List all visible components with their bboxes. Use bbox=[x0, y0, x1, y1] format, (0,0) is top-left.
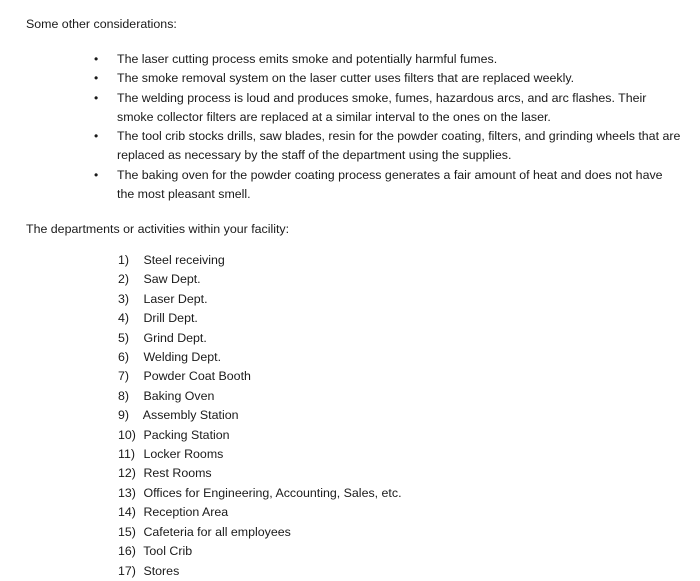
item-number: 6) bbox=[118, 350, 130, 365]
item-number: 14) bbox=[118, 505, 136, 520]
item-number: 17) bbox=[118, 563, 136, 578]
bullet-text: The tool crib stocks drills, saw blades, resin for the powder coating, filters, and grinding wheels that are replaced as necessary by the staff of the department using the supplies. bbox=[117, 129, 681, 163]
considerations-list bbox=[0, 50, 700, 204]
list-item bbox=[118, 348, 402, 367]
list-item bbox=[118, 309, 402, 328]
item-label: Tool Crib bbox=[143, 544, 193, 559]
item-label: Cafeteria for all employees bbox=[143, 524, 291, 539]
list-item bbox=[118, 367, 402, 386]
bullet-icon: • bbox=[94, 167, 99, 182]
list-item bbox=[118, 251, 402, 270]
item-label: Steel receiving bbox=[143, 253, 225, 267]
list-item bbox=[118, 484, 402, 503]
item-label: Packing Station bbox=[143, 427, 230, 442]
list-item bbox=[0, 127, 700, 166]
item-label: Saw Dept. bbox=[143, 272, 201, 287]
item-label: Reception Area bbox=[143, 505, 229, 520]
item-label: Assembly Station bbox=[142, 408, 239, 423]
bullet-text: The smoke removal system on the laser cutter uses filters that are replaced weekly. bbox=[117, 71, 575, 86]
item-label: Locker Rooms bbox=[143, 447, 224, 462]
bullet-icon: • bbox=[94, 71, 99, 86]
list-item bbox=[0, 69, 700, 88]
item-label: Welding Dept. bbox=[143, 350, 222, 365]
list-item bbox=[118, 503, 402, 522]
item-number: 16) bbox=[118, 544, 136, 559]
item-number: 4) bbox=[118, 311, 130, 326]
item-label: Laser Dept. bbox=[143, 291, 208, 306]
item-label: Stores bbox=[143, 563, 180, 578]
list-item bbox=[118, 270, 402, 289]
item-number: 12) bbox=[118, 466, 136, 481]
item-number: 3) bbox=[118, 291, 130, 306]
departments-heading: The departments or activities within your facility: bbox=[26, 222, 290, 236]
item-label: Offices for Engineering, Accounting, Sales, etc. bbox=[143, 485, 402, 500]
list-item bbox=[118, 523, 402, 542]
departments-list bbox=[118, 251, 402, 581]
item-label: Baking Oven bbox=[143, 388, 215, 403]
list-item bbox=[0, 166, 700, 205]
item-number: 10) bbox=[118, 427, 136, 442]
list-item bbox=[118, 464, 402, 483]
item-label: Powder Coat Booth bbox=[143, 369, 251, 384]
considerations-heading: Some other considerations: bbox=[26, 17, 177, 31]
list-item bbox=[118, 406, 402, 425]
bullet-text: The laser cutting process emits smoke and potentially harmful fumes. bbox=[117, 52, 498, 66]
item-number: 13) bbox=[118, 485, 136, 500]
bullet-text: The welding process is loud and produces smoke, fumes, hazardous arcs, and arc flashes. Their smoke collector filters are replaced at a similar interval to the ones on the laser. bbox=[117, 90, 647, 124]
bullet-icon: • bbox=[94, 52, 99, 66]
item-number: 8) bbox=[118, 388, 130, 403]
item-number: 11) bbox=[118, 447, 135, 462]
item-number: 15) bbox=[118, 524, 136, 539]
list-item bbox=[118, 329, 402, 348]
bullet-text: The baking oven for the powder coating process generates a fair amount of heat and does not have the most pleasant smell. bbox=[117, 167, 663, 202]
list-item bbox=[0, 50, 700, 69]
item-number: 1) bbox=[118, 253, 130, 267]
item-label: Drill Dept. bbox=[143, 311, 198, 326]
bullet-icon: • bbox=[94, 129, 99, 144]
list-item bbox=[118, 542, 402, 561]
bullet-icon: • bbox=[94, 90, 99, 105]
item-label: Rest Rooms bbox=[143, 466, 212, 481]
item-number: 9) bbox=[118, 408, 130, 423]
list-item bbox=[118, 290, 402, 309]
item-number: 5) bbox=[118, 330, 130, 345]
list-item bbox=[118, 445, 402, 464]
item-label: Grind Dept. bbox=[143, 330, 207, 345]
item-number: 2) bbox=[118, 272, 130, 287]
item-number: 7) bbox=[118, 369, 130, 384]
list-item bbox=[118, 562, 402, 581]
list-item bbox=[0, 89, 700, 128]
list-item bbox=[118, 387, 402, 406]
list-item bbox=[118, 426, 402, 445]
